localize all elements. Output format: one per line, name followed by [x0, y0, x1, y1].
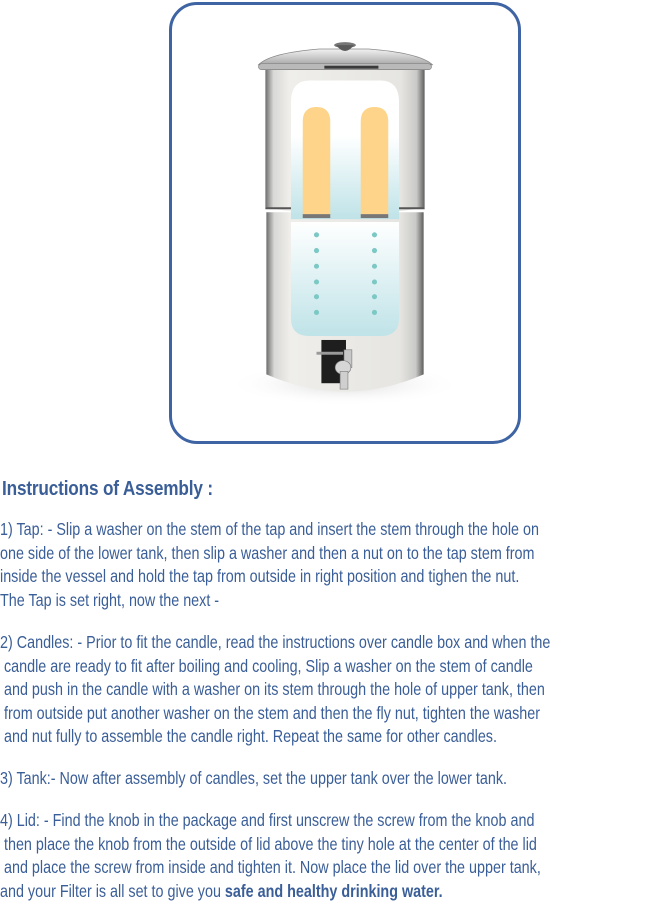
step-line: 2) Candles: - Prior to fit the candle, read the instructions over candle box and when the — [0, 632, 551, 652]
emphasis-text: safe and healthy drinking water. — [224, 880, 443, 901]
step-candles — [0, 631, 550, 749]
lid — [259, 49, 433, 65]
step-line: one side of the lower tank, then slip a washer and then a nut on to the tap stem from — [0, 542, 535, 563]
step-line: from outside put another washer on the stem and then the fly nut, tighten the washer — [0, 702, 541, 723]
step-line: 4) Lid: - Find the knob in the package and first unscrew the screw from the knob and — [0, 810, 535, 830]
lower-cutaway — [291, 222, 399, 336]
step-line: The Tap is set right, now the next - — [0, 589, 220, 610]
step-tank — [0, 767, 507, 791]
step-line: candle are ready to fit after boiling and cooling, Slip a washer on the stem of candle — [0, 655, 533, 676]
step-line: and nut fully to assemble the candle right. Repeat the same for other candles. — [0, 726, 497, 746]
step-lid — [0, 809, 541, 903]
step-line: 3) Tank:- Now after assembly of candles, set the upper tank over the lower tank. — [0, 768, 508, 788]
step-line: and push in the candle with a washer on its stem through the hole of upper tank, then — [0, 679, 545, 699]
step-line: and your Filter is all set to give you — [0, 880, 225, 901]
page-title: Instructions of Assembly : — [2, 478, 213, 500]
step-line: inside the vessel and hold the tap from outside in right position and tighen the nut. — [0, 566, 520, 586]
step-line: then place the knob from the outside of lid above the tiny hole at the center of the lid — [0, 833, 537, 854]
candle-left — [303, 107, 331, 215]
step-line: 1) Tap: - Slip a washer on the stem of the tap and insert the stem through the hole on — [0, 519, 539, 539]
step-tap — [0, 518, 539, 612]
water-filter-illustration — [172, 5, 518, 441]
candle-right — [361, 107, 389, 215]
illustration-frame — [169, 2, 521, 444]
step-line: and place the screw from inside and tighten it. Now place the lid over the upper tank, — [0, 857, 541, 877]
